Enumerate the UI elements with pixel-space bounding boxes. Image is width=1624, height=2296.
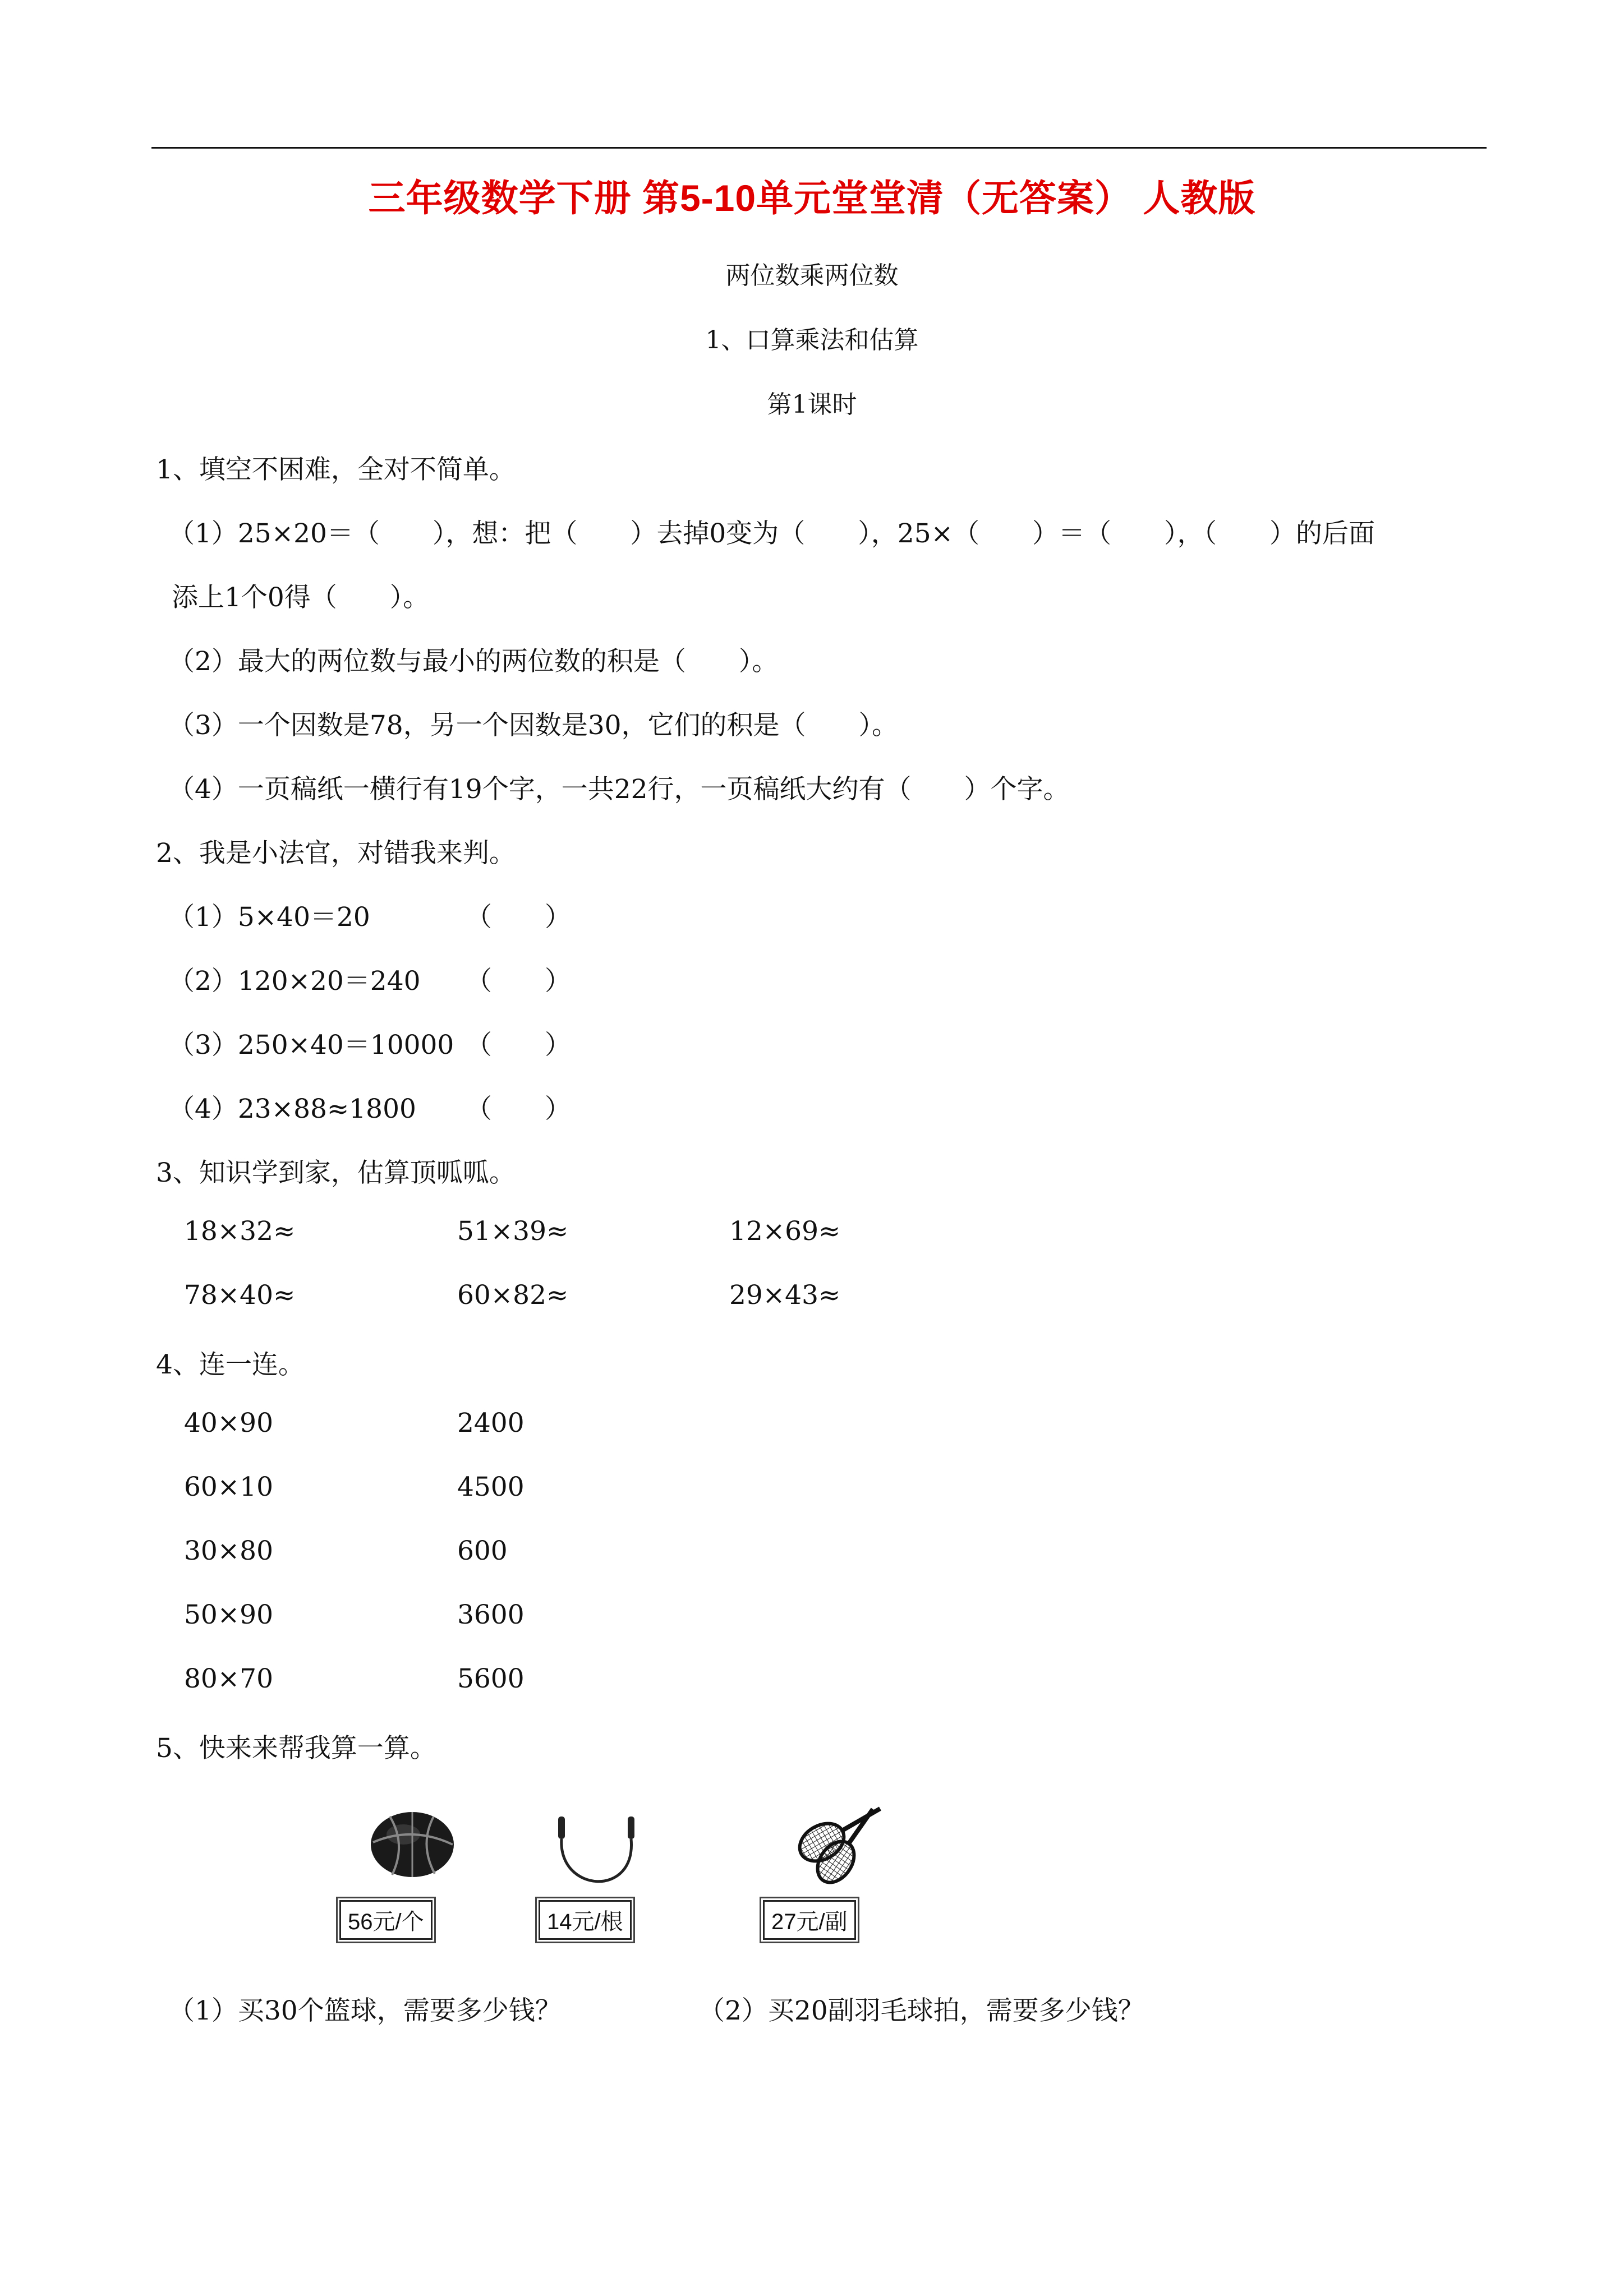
q4-right-item: 4500 — [457, 1472, 525, 1502]
q1-item: （3）一个因数是78，另一个因数是30，它们的积是（ ）。 — [168, 710, 899, 741]
q1-item: （1）25×20＝（ ），想：把（ ）去掉0变为（ ），25×（ ）＝（ ），（ ）的后面 — [168, 518, 1375, 549]
q1-item: （4）一页稿纸一横行有19个字，一共22行，一页稿纸大约有（ ）个字。 — [168, 774, 1070, 805]
badminton-rackets-icon — [783, 1797, 895, 1895]
q3-estimate: 18×32≈ — [184, 1216, 296, 1247]
chapter-heading: 两位数乘两位数 — [725, 261, 899, 290]
q5-sub-question: （1）买30个篮球，需要多少钱？ — [168, 1995, 562, 2026]
q5-sub-question: （2）买20副羽毛球拍，需要多少钱？ — [698, 1995, 1144, 2026]
section-heading: 1、口算乘法和估算 — [705, 326, 919, 354]
q4-right-item: 2400 — [457, 1408, 525, 1439]
q3-heading: 3、知识学到家，估算顶呱呱。 — [156, 1158, 516, 1188]
q2-heading: 2、我是小法官，对错我来判。 — [156, 838, 516, 869]
q2-mark: （ ） — [466, 966, 571, 997]
document-title: 三年级数学下册 第5-10单元堂堂清（无答案） 人教版 — [368, 177, 1256, 219]
q2-mark: （ ） — [466, 1094, 571, 1124]
q2-expr: （1）5×40＝20 — [168, 902, 370, 933]
basketball-price: 56元/个 — [339, 1900, 433, 1940]
q4-heading: 4、连一连。 — [156, 1349, 305, 1380]
q3-estimate: 29×43≈ — [729, 1280, 841, 1311]
jump-rope-icon — [553, 1814, 642, 1898]
q3-estimate: 12×69≈ — [729, 1216, 841, 1247]
q5-heading: 5、快来来帮我算一算。 — [156, 1733, 436, 1764]
q1-item: 添上1个0得（ ）。 — [172, 582, 430, 613]
q4-left-item: 80×70 — [184, 1663, 273, 1694]
q4-left-item: 60×10 — [184, 1472, 273, 1502]
q2-expr: （2）120×20＝240 — [168, 966, 421, 997]
lesson-heading: 第1课时 — [767, 390, 857, 419]
q1-heading: 1、填空不困难，全对不简单。 — [156, 454, 516, 485]
q3-estimate: 51×39≈ — [457, 1216, 569, 1247]
q4-left-item: 30×80 — [184, 1536, 273, 1566]
q4-right-item: 5600 — [457, 1663, 525, 1694]
q2-mark: （ ） — [466, 1030, 571, 1061]
q3-estimate: 60×82≈ — [457, 1280, 569, 1311]
header-rule — [151, 147, 1487, 149]
q2-mark: （ ） — [466, 902, 571, 933]
q3-estimate: 78×40≈ — [184, 1280, 296, 1311]
q1-item: （2）最大的两位数与最小的两位数的积是（ ）。 — [168, 646, 779, 677]
q4-right-item: 600 — [457, 1536, 508, 1566]
basketball-icon — [367, 1809, 457, 1884]
q2-expr: （4）23×88≈1800 — [168, 1094, 416, 1124]
badminton-racket-price: 27元/副 — [763, 1900, 856, 1940]
q4-left-item: 40×90 — [184, 1408, 273, 1439]
q4-left-item: 50×90 — [184, 1599, 273, 1630]
jump-rope-price: 14元/根 — [539, 1900, 632, 1940]
q4-right-item: 3600 — [457, 1599, 525, 1630]
q2-expr: （3）250×40＝10000 — [168, 1030, 454, 1061]
